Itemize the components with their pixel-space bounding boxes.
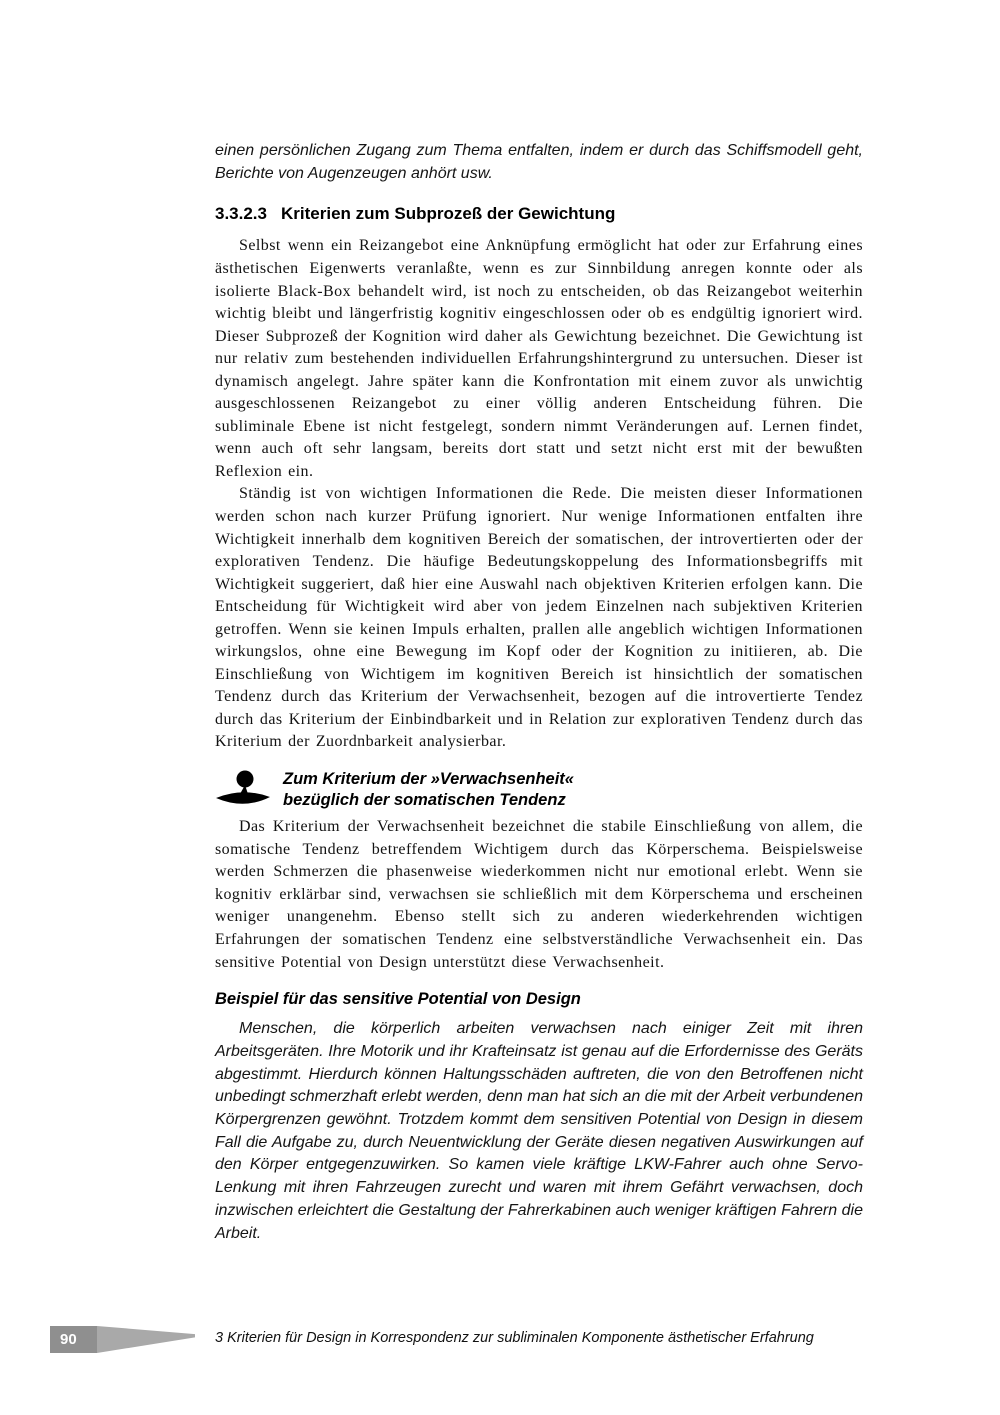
page-footer: [0, 1326, 1000, 1356]
note-heading-line2: bezüglich der somatischen Tendenz: [283, 790, 566, 809]
section-title: Kriterien zum Subprozeß der Gewichtung: [281, 204, 616, 224]
note-heading: [283, 769, 574, 810]
intro-paragraph: einen persönlichen Zugang zum Thema entfalten, indem er durch das Schiffsmodell geht, Berichte von Augenzeugen anhört usw.: [215, 142, 863, 182]
page-number-arrow-decoration: [97, 1326, 195, 1353]
section-number: 3.3.2.3: [215, 204, 267, 224]
section-heading: [215, 204, 863, 224]
example-heading: Beispiel für das sensitive Potential von Design: [215, 990, 581, 1009]
example-paragraph: Menschen, die körperlich arbeiten verwachsen nach einiger Zeit mit ihren Arbeitsgeräten. Ihre Motorik und ihr Krafteinsatz ist genau auf die Erfordernisse des Geräts abgestimmt. Hierdurch können Haltungsschäden auftreten, die von den Betroffenen nicht unbedingt schmerzhaft erlebt werden, denn man hat sich an die mit der Arbeit verbundenen Körpergrenzen gewöhnt. Trotzdem kommt dem sensitiven Potential von Design in diesem Fall die Aufgabe zu, durch Neuentwicklung der Geräte diesen negativen Auswirkungen auf den Körper entgegenzuwirken. So kamen viele kräftige LKW-Fahrer auch ohne Servo-Lenkung mit ihren Fahrzeugen zurecht und waren mit ihrem Gefährt verwachsen, doch inzwischen erleichtert die Gestaltung der Fahrerkabinen auch weniger kräftigen Fahrern die Arbeit.: [215, 1020, 863, 1242]
body-paragraph-2: Ständig ist von wichtigen Informationen die Rede. Die meisten dieser Informationen werden schon nach kurzer Prüfung ignoriert. Nur wenige Informationen entfalten ihre Wichtigkeit innerhalb dem kognitiven Bereich der somatischen, der introvertierten oder der explorativen Tendenz. Die häufige Bedeutungskoppelung des Informationsbegriffs mit Wichtigkeit suggeriert, daß hier eine Auswahl nach objektiven Kriterien erfolgen kann. Die Entscheidung für Wichtigkeit wird aber von jedem Einzelnen nach subjektiven Kriterien getroffen. Wenn sie keinen Impuls erhalten, prallen alle angeblich wichtigen Informationen wirkungslos, ohne eine Bewegung im Kopf oder der Kognition zu initiieren, ab. Die Einschließung von Wichtigem im kognitiven Bereich ist hinsichtlich der somatischen Tendenz durch das Kriterium der Verwachsenheit, bezogen auf die introvertierte Tendez durch das Kriterium der Einbindbarkeit und in Relation zur explorativen Tendenz durch das Kriterium der Zuordnbarkeit analysierbar.: [215, 485, 863, 751]
note-body-paragraph: Das Kriterium der Verwachsenheit bezeichnet die stabile Einschließung von allem, die somatische Tendenz betreffendem Wichtigem durch das Körperschema. Beispielsweise werden Schmerzen die phasenweise wiederkommen nicht nur emotional erlebt. Wenn sie kognitiv erklärbar sind, verwachsen sie schließlich mit dem Körperschema und erscheinen weniger unangenehm. Ebenso stellt sich zu anderen wiederkehrenden wichtigen Erfahrungen der somatischen Tendenz eine selbstverständliche Verwachsenheit ein. Das sensitive Potential von Design unterstützt diese Verwachsenheit.: [215, 818, 863, 971]
note-heading-row: [215, 769, 863, 810]
body-paragraph-1: Selbst wenn ein Reizangebot eine Anknüpfung ermöglicht hat oder zur Erfahrung eines ästhetischen Eigenwerts veranlaßte, wenn es zur Sinnbildung anregen konnte oder als isolierte Black-Box behandelt wird, ist noch zu entscheiden, ob das Reizangebot weiterhin wichtig bleibt und längerfristig kognitiv eingeschlossen oder ob es endgültig ignoriert wird. Dieser Subprozeß der Kognition wird daher als Gewichtung bezeichnet. Die Gewichtung ist nur relativ zum bestehenden individuellen Erfahrungshintergrund zu untersuchen. Dieser ist dynamisch angelegt. Jahre später kann die Konfrontation mit einem zuvor als unwichtig ausgeschlossenen Reizangebot zu einer völlig anderen Entscheidung führen. Die subliminale Ebene ist nicht festgelegt, sondern nimmt Veränderungen auf. Lernen findet, wenn auch oft sehr langsam, bereits dort statt und setzt nicht erst mit der bewußten Reflexion ein.: [215, 237, 863, 480]
note-heading-line1: Zum Kriterium der »Verwachsenheit«: [283, 770, 574, 789]
page-content: [215, 140, 863, 1245]
running-title: 3 Kriterien für Design in Korrespondenz zur subliminalen Komponente ästhetischer Erfahrung: [215, 1330, 814, 1346]
person-silhouette-icon: [215, 770, 271, 810]
page-number-badge: 90: [50, 1326, 97, 1353]
